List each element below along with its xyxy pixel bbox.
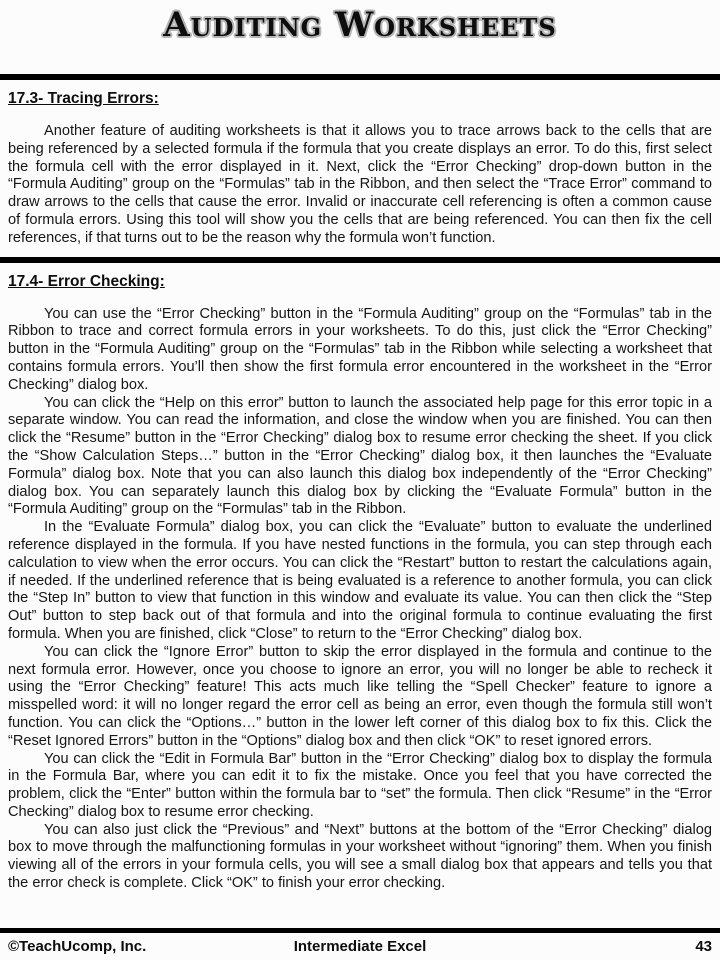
- paragraph: You can click the “Ignore Error” button to skip the error displayed in the formula and continue to the next formula error. However, once you choose to ignore an error, you will no longer be able to recheck it using the “Error Checking” feature! This acts much like telling the “Spell Checker” feature to ignore a misspelled word: it will no longer regard the error cell as being an error, even though the formula still won’t function. You can click the “Options…” button in the lower left corner of this dialog box to fix this. Click the “Reset Ignored Errors” button in the “Options” dialog box and then click “OK” to reset ignored errors.: [8, 643, 712, 749]
- page-title: Auditing Worksheets: [163, 5, 557, 45]
- footer-course-title: Intermediate Excel: [293, 938, 427, 955]
- section-heading-17-3: 17.3- Tracing Errors:: [8, 90, 159, 107]
- divider-rule-top: [0, 74, 720, 80]
- footer-rule: [0, 928, 720, 933]
- paragraph: You can use the “Error Checking” button in the “Formula Auditing” group on the “Formulas” tab in the Ribbon to trace and correct formula errors in your worksheets. To do this, just click the “Error Checking” button in the “Formula Auditing” group on the “Formulas” tab in the Ribbon while selecting a worksheet that contains formula errors. You’ll then show the first formula error encountered in the worksheet in the “Error Checking” dialog box.: [8, 305, 712, 393]
- page-footer: [8, 938, 712, 955]
- section-heading-17-4: 17.4- Error Checking:: [8, 272, 165, 290]
- footer-copyright: ©TeachUcomp, Inc.: [8, 938, 147, 955]
- divider-rule-middle: [0, 257, 720, 263]
- paragraph: In the “Evaluate Formula” dialog box, you can click the “Evaluate” button to evaluate the underlined reference displayed in the formula. If you have nested functions in the formula, you can step through each calculation to view when the error occurs. You can click the “Restart” button to restart the calculations again, if needed. If the underlined reference that is being evaluated is a reference to another formula, you can click the “Step In” button to view that function in this window and evaluate its value. You can then click the “Step Out” button to step back out of that formula and into the original formula to continue evaluating the first formula. When you are finished, click “Close” to return to the “Error Checking” dialog box.: [8, 519, 712, 642]
- section-body-17-4: [0, 306, 720, 893]
- paragraph: You can click the “Help on this error” button to launch the associated help page for this error topic in a separate window. You can read the information, and close the window when you are finished. You can then click the “Resume” button in the “Error Checking” dialog box to resume error checking the sheet. If you click the “Show Calculation Steps…” button in the “Error Checking” dialog box, it then launches the “Evaluate Formula” dialog box. Note that you can also launch this dialog box independently of the “Error Checking” dialog box. You can separately launch this dialog box by clicking the “Evaluate Formula” button in the “Formula Auditing” group on the “Formulas” tab in the Ribbon.: [8, 394, 712, 518]
- section-body-17-3: [0, 123, 720, 248]
- paragraph: You can click the “Edit in Formula Bar” button in the “Error Checking” dialog box to display the formula in the Formula Bar, where you can edit it to fix the mistake. Once you feel that you have corrected the problem, click the “Enter” button within the formula bar to “set” the formula. Then click “Resume” in the “Error Checking” dialog box to resume error checking.: [8, 750, 712, 820]
- paragraph: You can also just click the “Previous” and “Next” buttons at the bottom of the “Error Checking” dialog box to move through the malfunctioning formulas in your worksheet without “ignoring” them. When you finish viewing all of the errors in your formula cells, you will see a small dialog box that appears and tells you that the error check is complete. Click “OK” to finish your error checking.: [8, 821, 712, 892]
- footer-page-number: 43: [695, 938, 713, 955]
- paragraph: Another feature of auditing worksheets is that it allows you to trace arrows back to the cells that are being referenced by a selected formula if the formula that you create displays an error. To do this, first select the formula cell with the error displayed in it. Next, click the “Error Checking” drop-down button in the “Formula Auditing” group on the “Formulas” tab in the Ribbon, and then select the “Trace Error” command to draw arrows to the cells that cause the error. Invalid or inaccurate cell referencing is often a common cause of formula errors. Using this tool will show you the cells that are being referenced. You can then fix the cell references, if that turns out to be the reason why the formula won’t function.: [8, 123, 712, 246]
